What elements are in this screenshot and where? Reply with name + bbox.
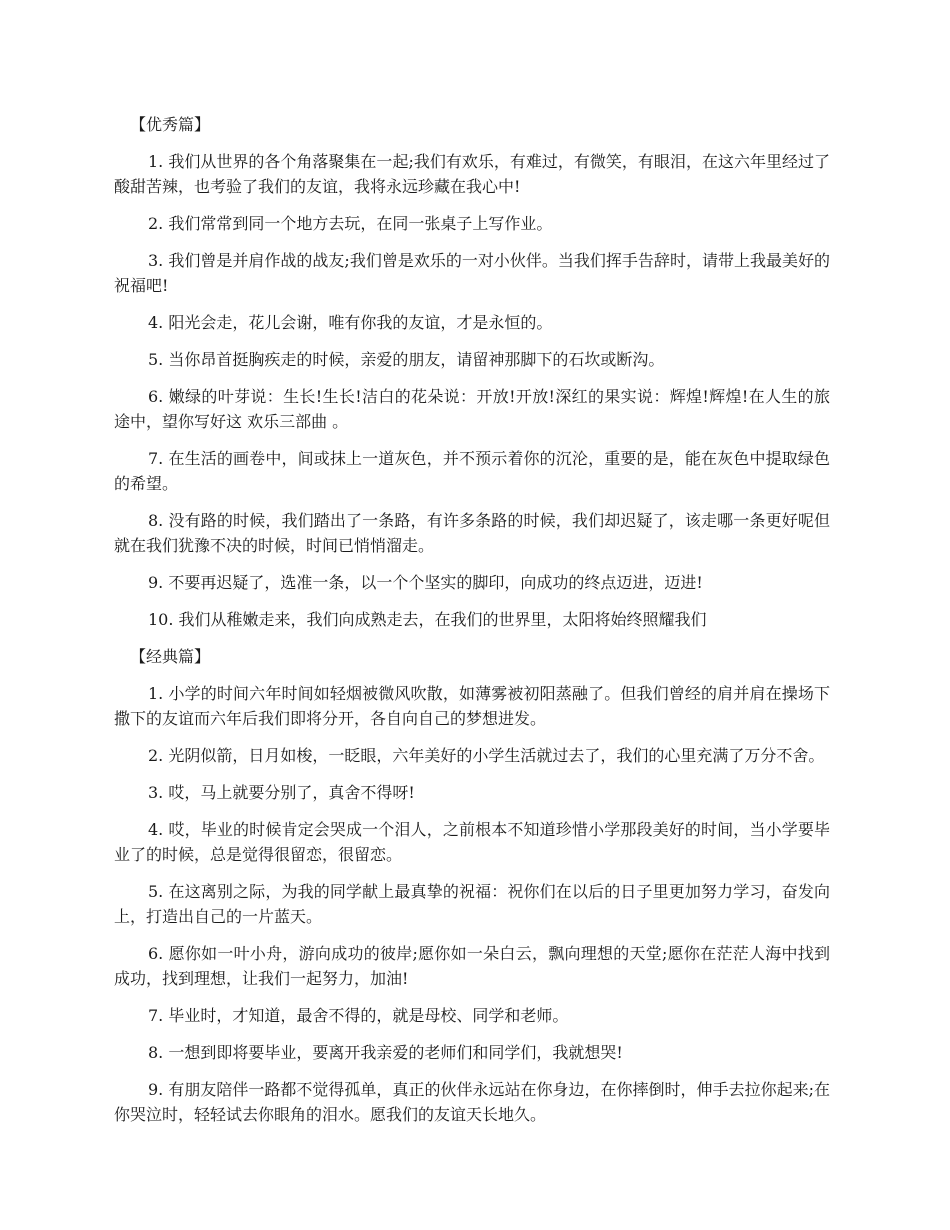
list-item: 8. 没有路的时候，我们踏出了一条路，有许多条路的时候，我们却迟疑了，该走哪一条更好呢但就在我们犹豫不决的时候，时间已悄悄溜走。 [114, 511, 830, 555]
list-item: 9. 不要再迟疑了，选准一条，以一个个坚实的脚印，向成功的终点迈进，迈进! [148, 573, 703, 592]
list-item: 7. 毕业时，才知道，最舍不得的，就是母校、同学和老师。 [148, 1006, 569, 1025]
list-item: 3. 我们曾是并肩作战的战友;我们曾是欢乐的一对小伙伴。当我们挥手告辞时，请带上我最美好的祝福吧! [114, 251, 830, 295]
list-item: 10. 我们从稚嫩走来，我们向成熟走去，在我们的世界里，太阳将始终照耀我们 [148, 610, 707, 629]
list-item: 5. 在这离别之际，为我的同学献上最真挚的祝福：祝你们在以后的日子里更加努力学习，奋发向上，打造出自己的一片蓝天。 [114, 882, 830, 926]
section-classic [114, 644, 830, 1127]
section-excellent [114, 112, 830, 632]
section-title: 【优秀篇】 [130, 115, 211, 134]
list-item: 4. 阳光会走，花儿会谢，唯有你我的友谊，才是永恒的。 [148, 313, 553, 332]
list-item: 2. 光阴似箭，日月如梭，一眨眼，六年美好的小学生活就过去了，我们的心里充满了万分不舍。 [148, 746, 825, 765]
list-item: 5. 当你昂首挺胸疾走的时候，亲爱的朋友，请留神那脚下的石坎或断沟。 [148, 350, 665, 369]
list-item: 3. 哎，马上就要分别了，真舍不得呀! [148, 783, 415, 802]
list-item: 6. 愿你如一叶小舟，游向成功的彼岸;愿你如一朵白云，飘向理想的天堂;愿你在茫茫人海中找到成功，找到理想，让我们一起努力，加油! [114, 944, 830, 988]
list-item: 8. 一想到即将要毕业，要离开我亲爱的老师们和同学们，我就想哭! [148, 1043, 623, 1062]
list-item: 2. 我们常常到同一个地方去玩，在同一张桌子上写作业。 [148, 214, 553, 233]
list-item: 6. 嫩绿的叶芽说：生长!生长!洁白的花朵说：开放!开放!深红的果实说：辉煌!辉煌!在人生的旅途中，望你写好这 欢乐三部曲 。 [114, 387, 830, 431]
list-item: 7. 在生活的画卷中，间或抹上一道灰色，并不预示着你的沉沦，重要的是，能在灰色中提取绿色的希望。 [114, 449, 830, 493]
list-item: 4. 哎，毕业的时候肯定会哭成一个泪人，之前根本不知道珍惜小学那段美好的时间，当小学要毕业了的时候，总是觉得很留恋，很留恋。 [114, 820, 830, 864]
list-item: 1. 我们从世界的各个角落聚集在一起;我们有欢乐，有难过，有微笑，有眼泪，在这六年里经过了酸甜苦辣，也考验了我们的友谊，我将永远珍藏在我心中! [114, 152, 830, 196]
section-title: 【经典篇】 [130, 647, 211, 666]
list-item: 9. 有朋友陪伴一路都不觉得孤单，真正的伙伴永远站在你身边，在你摔倒时，伸手去拉你起来;在你哭泣时，轻轻试去你眼角的泪水。愿我们的友谊天长地久。 [114, 1080, 830, 1124]
document-page [114, 112, 830, 1139]
list-item: 1. 小学的时间六年时间如轻烟被微风吹散，如薄雾被初阳蒸融了。但我们曾经的肩并肩在操场下撒下的友谊而六年后我们即将分开，各自向自己的梦想进发。 [114, 684, 830, 728]
